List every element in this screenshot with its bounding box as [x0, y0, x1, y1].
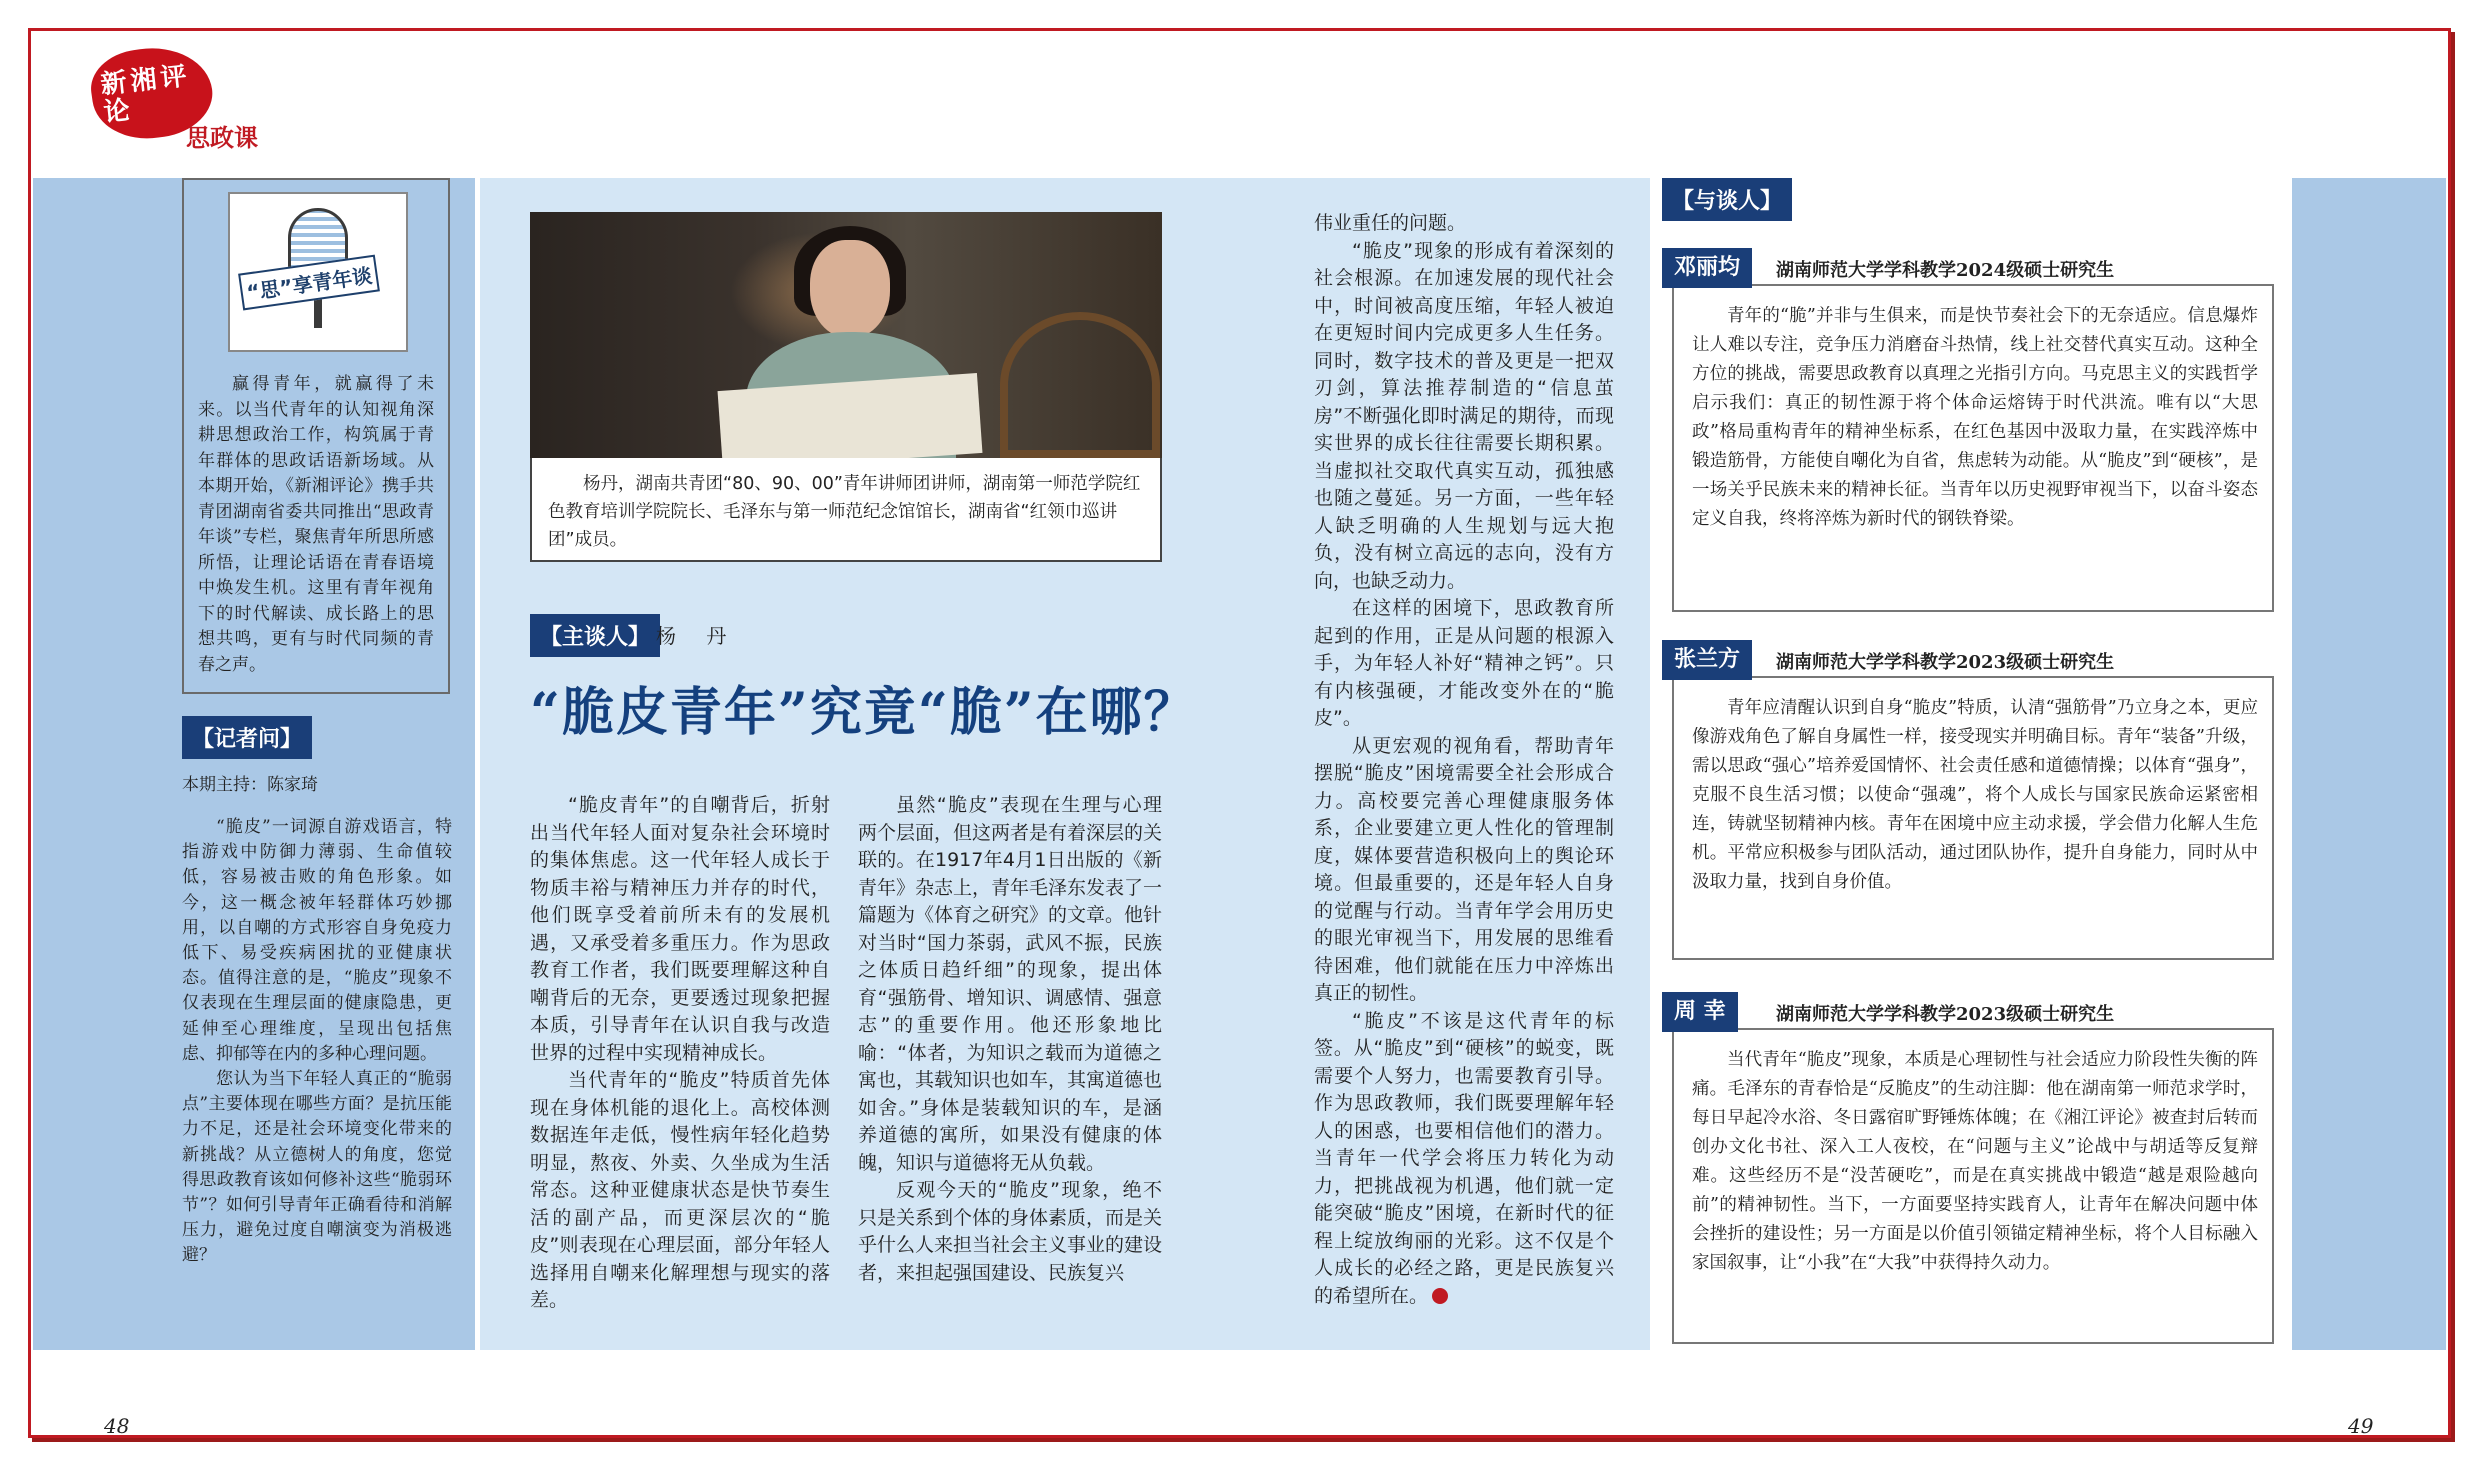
- journalist-tag: 【记者问】: [182, 716, 312, 759]
- question-paragraph: 您认为当下年轻人真正的“脆弱点”主要体现在哪些方面？是抗压能力不足，还是社会环境变化带来的新挑战？从立德树人的角度，您觉得思政教育该如何修补这些“脆弱环节”？如何引导青年正确看待和消解压力，避免过度自嘲演变为消极逃避？: [182, 1069, 452, 1266]
- article-paragraph: 从更宏观的视角看，帮助青年摆脱“脆皮”困境需要全社会形成合力。高校要完善心理健康服务体系，企业要建立更人性化的管理制度，媒体要营造积极向上的舆论环境。但最重要的，还是年轻人自身的觉醒与行动。当青年学会用历史的眼光审视当下，用发展的思维看待困难，他们就能在压力中淬炼出真正的韧性。: [1314, 734, 1614, 1004]
- article-headline: “脆皮青年”究竟“脆”在哪？: [530, 682, 1198, 743]
- section-title: 思政课: [186, 124, 258, 152]
- talker-name-1: 邓丽均: [1662, 248, 1752, 288]
- end-mark-icon: [1432, 1288, 1448, 1304]
- host-name: 杨 丹: [656, 624, 739, 648]
- photo-face: [810, 240, 890, 338]
- article-paragraph: “脆皮青年”的自嘲背后，折射出当代年轻人面对复杂社会环境时的集体焦虑。这一代年轻人成长于物质丰裕与精神压力并存的时代，他们既享受着前所未有的发展机遇，又承受着多重压力。作为思政教育工作者，我们既要理解这种自嘲背后的无奈，更要透过现象把握本质，引导青年在认识自我与改造世界的过程中实现精神成长。: [530, 794, 830, 1064]
- talker-name-2: 张兰方: [1662, 640, 1752, 680]
- article-paragraph: 反观今天的“脆皮”现象，绝不只是关系到个体的身体素质，而是关乎什么人来担当社会主义事业的建设者，来担起强国建设、民族复兴: [858, 1179, 1163, 1284]
- article-paragraph: 当代青年的“脆皮”特质首先体现在身体机能的退化上。高校体测数据连年走低，慢性病年轻化趋势明显，熬夜、外卖、久坐成为生活常态。这种亚健康状态是快节奏生活的副产品，而更深层次的“脆皮”则表现在心理层面，部分年轻人选择用自嘲来化解理想与现实的落差。: [530, 1069, 830, 1311]
- host-line: 本期主持：陈家琦: [182, 775, 318, 795]
- column-badge-label: “思”享青年谈: [238, 255, 380, 311]
- intro-text: 赢得青年，就赢得了未来。以当代青年的认知视角深耕思想政治工作，构筑属于青年群体的思政话语新场域。从本期开始，《新湘评论》携手共青团湖南省委共同推出“思政青年谈”专栏，聚焦青年所思所感所悟，让理论话语在青春语境中焕发生机。这里有青年视角下的时代解读、成长路上的思想共鸣，更有与时代同频的青春之声。: [198, 374, 434, 675]
- talker-title-1: 湖南师范大学学科教学2024级硕士研究生: [1776, 260, 2115, 281]
- talker-text-2: [1692, 694, 2258, 897]
- photo-caption: 杨丹，湖南共青团“80、90、00”青年讲师团讲师，湖南第一师范学院红色教育培训学院院长、毛泽东与第一师范纪念馆馆长，湖南省“红领巾巡讲团”成员。: [548, 474, 1141, 550]
- talker-title-2: 湖南师范大学学科教学2023级硕士研究生: [1776, 652, 2115, 673]
- talkers-tag: 【与谈人】: [1662, 178, 1792, 221]
- page-number-right: 49: [2348, 1414, 2374, 1438]
- left-band: [33, 178, 185, 1350]
- question-paragraph: “脆皮”一词源自游戏语言，特指游戏中防御力薄弱、生命值较低，容易被击败的角色形象。如今，这一概念被年轻群体巧妙挪用，以自嘲的方式形容自身免疫力低下、易受疾病困扰的亚健康状态。值得注意的是，“脆皮”现象不仅表现在生理层面的健康隐患，更延伸至心理维度，呈现出包括焦虑、抑郁等在内的多种心理问题。: [182, 817, 452, 1064]
- host-tag: 【主谈人】: [530, 614, 660, 657]
- article-final-text: “脆皮”不该是这代青年的标签。从“脆皮”到“硬核”的蜕变，既需要个人努力，也需要教育引导。作为思政教师，我们既要理解年轻人的困惑，也要相信他们的潜力。当青年一代学会将压力转化为动力，把挑战视为机遇，他们就一定能突破“脆皮”困境，在新时代的征程上绽放绚丽的光彩。这不仅是个人成长的必经之路，更是民族复兴的希望所在。: [1314, 1009, 1614, 1307]
- journalist-question: [182, 815, 452, 1269]
- logo-text: 新湘评论: [99, 60, 192, 129]
- talker-paragraph: 青年应清醒认识到自身“脆皮”特质，认清“强筋骨”乃立身之本，更应像游戏角色了解自身属性一样，接受现实并明确目标。青年“装备”升级，需以思政“强心”培养爱国情怀、社会责任感和道德情操；以体育“强身”，克服不良生活习惯；以使命“强魂”，将个人成长与国家民族命运紧密相连，铸就坚韧精神内核。青年在困境中应主动求援，学会借力化解人生危机。平常应积极参与团队活动，通过团队协作，提升自身能力，同时从中汲取力量，找到自身价值。: [1692, 698, 2258, 892]
- talker-text-1: [1692, 302, 2258, 534]
- portrait-photo: [530, 212, 1162, 458]
- page-number-left: 48: [104, 1414, 130, 1438]
- talker-paragraph: 当代青年“脆皮”现象，本质是心理韧性与社会适应力阶段性失衡的阵痛。毛泽东的青春恰是“反脆皮”的生动注脚：他在湖南第一师范求学时，每日早起冷水浴、冬日露宿旷野锤炼体魄；在《湘江评论》被查封后转而创办文化书社、深入工人夜校，在“问题与主义”论战中与胡适等反复辩难。这些经历不是“没苦硬吃”，而是在真实挑战中锻造“越是艰险越向前”的精神韧性。当下，一方面要坚持实践育人，让青年在解决问题中体会挫折的建设性；另一方面是以价值引领锚定精神坐标，将个人目标融入家国叙事，让“小我”在“大我”中获得持久动力。: [1692, 1050, 2258, 1273]
- article-column-2: [858, 792, 1162, 1287]
- article-paragraph: 在这样的困境下，思政教育所起到的作用，正是从问题的根源入手，为年轻人补好“精神之钙”。只有内核强硬，才能改变外在的“脆皮”。: [1314, 597, 1614, 729]
- right-band: [2292, 178, 2446, 1350]
- article-column-3: [1314, 210, 1614, 1310]
- photo-chair: [1000, 312, 1160, 458]
- talker-paragraph: 青年的“脆”并非与生俱来，而是快节奏社会下的无奈适应。信息爆炸让人难以专注，竞争压力消磨奋斗热情，线上社交替代真实互动。这种全方位的挑战，需要思政教育以真理之光指引方向。马克思主义的实践哲学启示我们：真正的韧性源于将个体命运熔铸于时代洪流。唯有以“大思政”格局重构青年的精神坐标系，在红色基因中汲取力量，在实践淬炼中锻造筋骨，方能使自嘲化为自省，焦虑转为动能。从“脆皮”到“硬核”，是一场关乎民族未来的精神长征。当青年以历史视野审视当下，以奋斗姿态定义自我，终将淬炼为新时代的钢铁脊梁。: [1692, 306, 2258, 529]
- article-paragraph: [1314, 1008, 1614, 1311]
- article-paragraph: 虽然“脆皮”表现在生理与心理两个层面，但这两者是有着深层的关联的。在1917年4月1日出版的《新青年》杂志上，青年毛泽东发表了一篇题为《体育之研究》的文章。他针对当时“国力茶弱，武风不振，民族之体质日趋纤细”的现象，提出体育“强筋骨、增知识、调感情、强意志”的重要作用。他还形象地比喻：“体者，为知识之载而为道德之寓也，其载知识也如车，其寓道德也如舍。”身体是装载知识的车，是涵养道德的寓所，如果没有健康的体魄，知识与道德将无从负载。: [858, 794, 1163, 1174]
- talker-title-3: 湖南师范大学学科教学2023级硕士研究生: [1776, 1004, 2115, 1025]
- article-paragraph: 伟业重任的问题。: [1314, 212, 1467, 234]
- article-paragraph: “脆皮”现象的形成有着深刻的社会根源。在加速发展的现代社会中，时间被高度压缩，年轻人被迫在更短时间内完成更多人生任务。同时，数字技术的普及更是一把双刃剑，算法推荐制造的“信息茧房”不断强化即时满足的期待，而现实世界的成长往往需要长期积累。当虚拟社交取代真实互动，孤独感也随之蔓延。另一方面，一些年轻人缺乏明确的人生规划与远大抱负，没有树立高远的志向，没有方向，也缺乏动力。: [1314, 239, 1614, 592]
- talker-text-3: [1692, 1046, 2258, 1278]
- talker-name-3: 周 幸: [1662, 992, 1738, 1032]
- article-column-1: [530, 792, 830, 1315]
- column-badge: [228, 192, 408, 352]
